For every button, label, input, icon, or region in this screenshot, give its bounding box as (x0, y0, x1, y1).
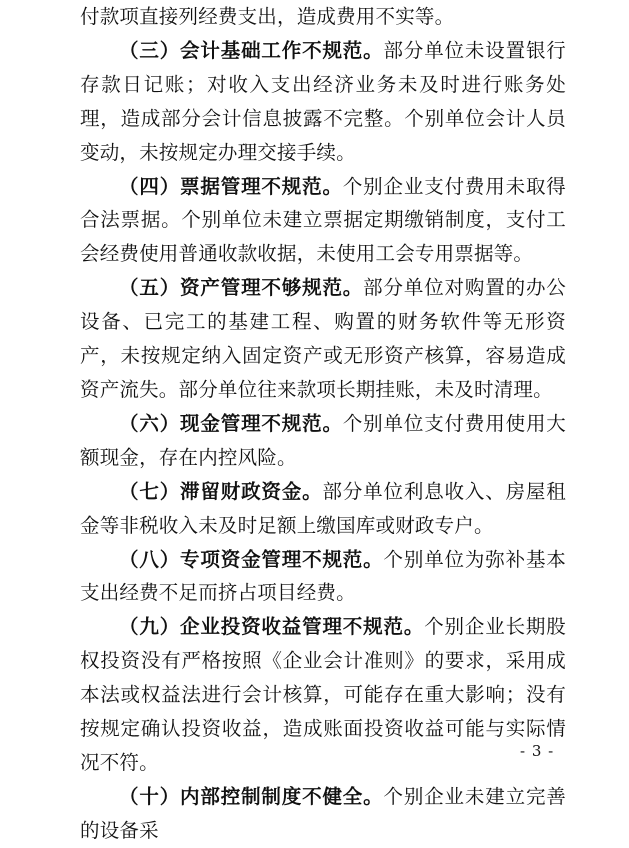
paragraph-7-heading: （八）专项资金管理不规范。 (119, 547, 384, 571)
paragraph-4-heading: （五）资产管理不够规范。 (119, 276, 364, 300)
paragraph-9-heading: （十）内部控制制度不健全。 (119, 784, 384, 808)
paragraph-2 (80, 34, 566, 170)
paragraph-6-text: 部分单位利息收入、房屋租金等非税收入未及时足额上缴国库或财政专户。 (80, 479, 566, 537)
paragraph-9-text: 个别企业未建立完善的设备采 (80, 784, 566, 842)
document-body (80, 0, 566, 848)
paragraph-5 (80, 407, 566, 475)
paragraph-8-text: 个别企业长期股权投资没有严格按照《企业会计准则》的要求，采用成本法或权益法进行会计核算，可能存在重大影响；没有按规定确认投资收益，造成账面投资收益可能与实际情况不符。 (80, 615, 566, 774)
paragraph-8-heading: （九）企业投资收益管理不规范。 (119, 615, 425, 639)
paragraph-4-text: 部分单位对购置的办公设备、已完工的基建工程、购置的财务软件等无形资产，未按规定纳入固定资产或无形资产核算，容易造成资产流失。部分单位往来款项长期挂账，未及时清理。 (80, 276, 566, 401)
paragraph-6-heading: （七）滞留财政资金。 (119, 479, 323, 503)
paragraph-3-text: 个别企业支付费用未取得合法票据。个别单位未建立票据定期缴销制度，支付工会经费使用普通收款收据，未使用工会专用票据等。 (80, 174, 567, 266)
paragraph-5-heading: （六）现金管理不规范。 (119, 411, 343, 435)
page-number: - 3 - (520, 742, 555, 760)
paragraph-2-heading: （三）会计基础工作不规范。 (119, 38, 384, 62)
paragraph-4 (80, 271, 566, 407)
paragraph-3 (80, 170, 566, 272)
paragraph-2-text: 部分单位未设置银行存款日记账；对收入支出经济业务未及时进行账务处理，造成部分会计信息披露不完整。个别单位会计人员变动，未按规定办理交接手续。 (80, 38, 566, 164)
paragraph-3-heading: （四）票据管理不规范。 (119, 174, 343, 198)
paragraph-1 (80, 0, 566, 34)
paragraph-9 (80, 780, 566, 848)
paragraph-5-text: 个别单位支付费用使用大额现金，存在内控风险。 (80, 411, 567, 469)
paragraph-1-text: 付款项直接列经费支出，造成费用不实等。 (80, 5, 455, 28)
paragraph-8 (80, 610, 566, 780)
paragraph-7 (80, 543, 566, 611)
paragraph-7-text: 个别单位为弥补基本支出经费不足而挤占项目经费。 (80, 547, 566, 605)
paragraph-6 (80, 475, 566, 543)
